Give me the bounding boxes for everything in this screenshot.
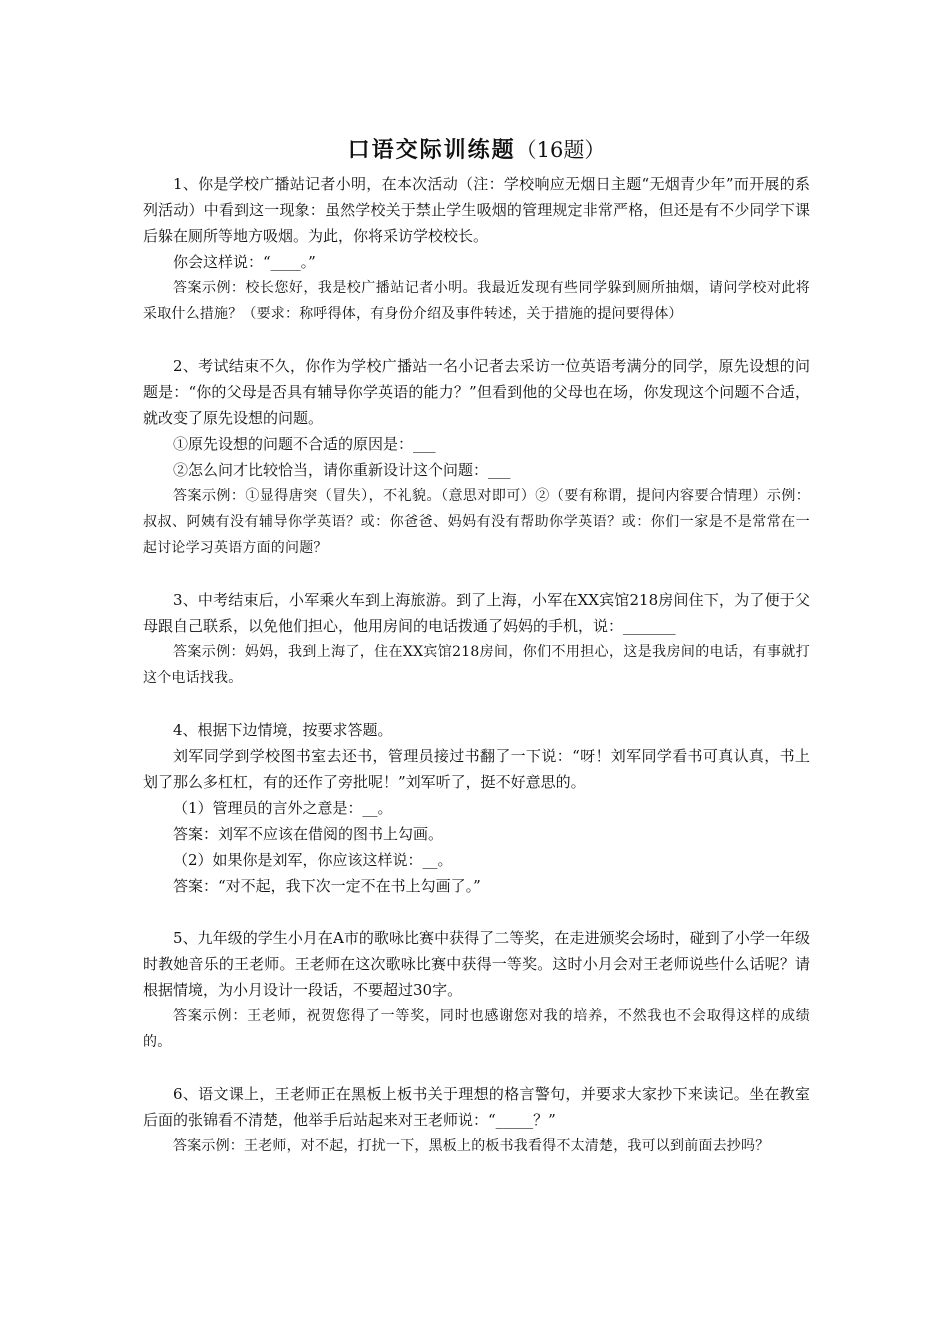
title-main: 口语交际训练题 bbox=[347, 137, 516, 163]
question-3-answer: 答案示例：妈妈，我到上海了，住在XX宾馆218房间，你们不用担心，这是我房间的电话，有事就打这个电话找我。 bbox=[143, 644, 810, 686]
question-2-text: 2、考试结束不久，你作为学校广播站一名小记者去采访一位英语考满分的同学，原先设想的问题是：“你的父母是否具有辅导你学英语的能力？”但看到他的父母也在场，你发现这个问题不合适，就改变了原先设想的问题。 bbox=[143, 357, 810, 427]
question-2-sub-2: ②怎么问才比较恰当，请你重新设计这个问题：___ bbox=[173, 461, 511, 479]
question-4-sub-2-answer: 答案：“对不起，我下次一定不在书上勾画了。” bbox=[173, 877, 481, 895]
question-2 bbox=[143, 353, 810, 561]
question-1-text: 1、你是学校广播站记者小明，在本次活动（注：学校响应无烟日主题“无烟青少年”而开展的系列活动）中看到这一现象：虽然学校关于禁止学生吸烟的管理规定非常严格，但还是有不少同学下课后躲在厕所等地方吸烟。为此，你将采访学校校长。 bbox=[143, 175, 810, 245]
question-5-text: 5、九年级的学生小月在A市的歌咏比赛中获得了二等奖，在走进颁奖会场时，碰到了小学一年级时教她音乐的王老师。王老师在这次歌咏比赛中获得一等奖。这时小月会对王老师说些什么话呢？请根据情境，为小月设计一段话，不要超过30字。 bbox=[143, 929, 810, 999]
document-title bbox=[143, 133, 810, 167]
question-3-text: 3、中考结束后，小军乘火车到上海旅游。到了上海，小军在XX宾馆218房间住下，为了便于父母跟自己联系，以免他们担心，他用房间的电话拨通了妈妈的手机，说：_______ bbox=[143, 591, 810, 635]
question-6-text: 6、语文课上，王老师正在黑板上板书关于理想的格言警句，并要求大家抄下来读记。坐在教室后面的张锦看不清楚，他举手后站起来对王老师说：“_____？” bbox=[143, 1085, 810, 1129]
question-4-text: 4、根据下边情境，按要求答题。 bbox=[173, 721, 393, 739]
question-2-answer: 答案示例：①显得唐突（冒失），不礼貌。（意思对即可）②（要有称谓，提问内容要合情理）示例：叔叔、阿姨有没有辅导你学英语？或：你爸爸、妈妈有没有帮助你学英语？或：你们一家是不是常常在一起讨论学习英语方面的问题？ bbox=[143, 488, 810, 556]
question-5 bbox=[143, 925, 810, 1055]
question-2-sub-1: ①原先设想的问题不合适的原因是：___ bbox=[173, 435, 436, 453]
question-4 bbox=[143, 717, 810, 899]
spacer bbox=[143, 561, 810, 587]
question-1-prompt: 你会这样说：“____。” bbox=[173, 253, 316, 271]
spacer bbox=[143, 899, 810, 925]
question-4-sub-1-answer: 答案：刘军不应该在借阅的图书上勾画。 bbox=[173, 825, 444, 843]
spacer bbox=[143, 327, 810, 353]
question-1-answer: 答案示例：校长您好，我是校广播站记者小明。我最近发现有些同学躲到厕所抽烟，请问学校对此将采取什么措施？（要求：称呼得体，有身份介绍及事件转述，关于措施的提问要得体） bbox=[143, 280, 810, 322]
question-6 bbox=[143, 1081, 810, 1159]
question-6-answer: 答案示例：王老师，对不起，打扰一下，黑板上的板书我看得不太清楚，我可以到前面去抄吗？ bbox=[173, 1138, 770, 1154]
question-4-scenario: 刘军同学到学校图书室去还书，管理员接过书翻了一下说：“呀！刘军同学看书可真认真，书上划了那么多杠杠，有的还作了旁批呢！”刘军听了，挺不好意思的。 bbox=[143, 747, 810, 791]
document-page bbox=[143, 133, 810, 1159]
question-4-sub-2: （2）如果你是刘军，你应该这样说：__。 bbox=[173, 851, 453, 869]
question-4-sub-1: （1）管理员的言外之意是：__。 bbox=[173, 799, 393, 817]
question-5-answer: 答案示例：王老师，祝贺您得了一等奖，同时也感谢您对我的培养，不然我也不会取得这样的成绩的。 bbox=[143, 1008, 810, 1050]
question-1 bbox=[143, 171, 810, 327]
spacer bbox=[143, 1055, 810, 1081]
question-3 bbox=[143, 587, 810, 691]
spacer bbox=[143, 691, 810, 717]
title-count: （16题） bbox=[515, 138, 606, 162]
